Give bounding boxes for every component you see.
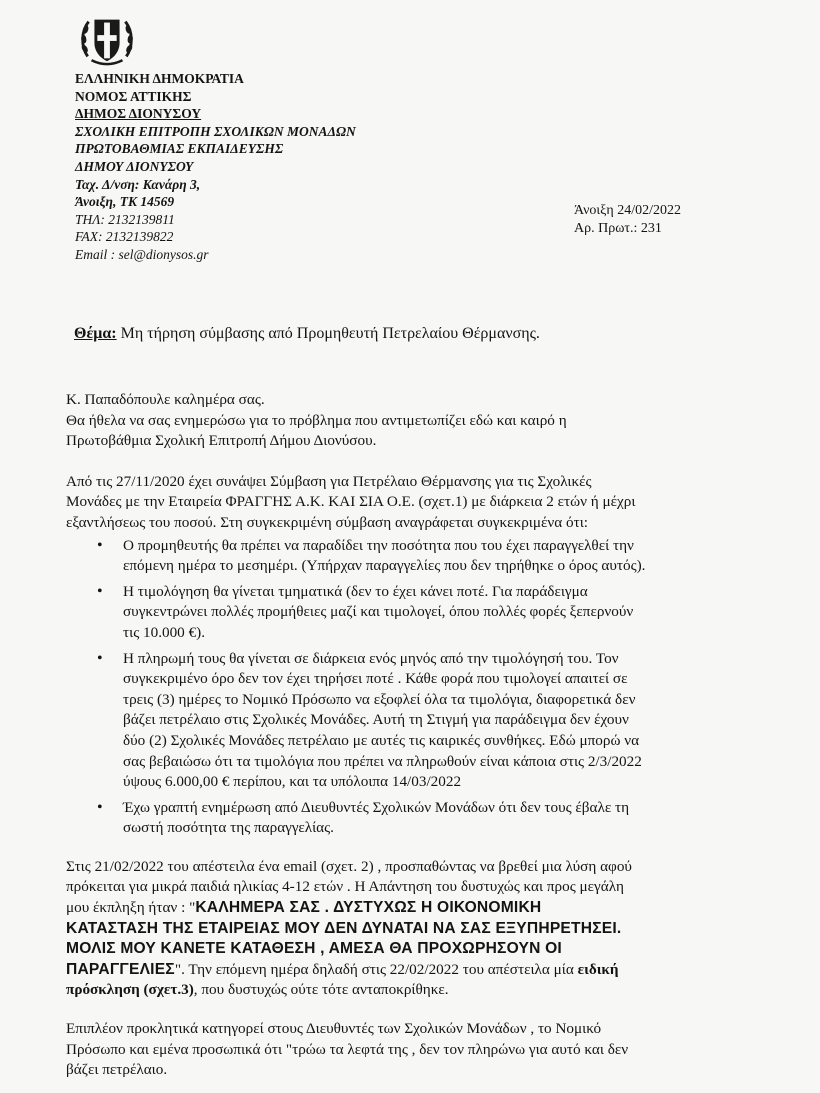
paragraph-contract [66,472,766,534]
list-item [123,536,766,577]
text-line: βάζει πετρέλαιο. [66,1061,168,1079]
subject-label: Θέμα: [74,325,117,342]
text-span: , που δυστυχώς ούτε τότε ανταποκρίθηκε. [193,981,449,999]
text-line: σωστή ποσότητα της παραγγελίας. [123,819,334,837]
subject-line [74,325,540,343]
letterhead-line-municipality: ΔΗΜΟΣ ΔΙΟΝΥΣΟΥ [75,106,202,122]
text-span: μου έκπληξη ήταν : " [66,899,196,917]
text-span: ". Την επόμενη ημέρα δηλαδή στις 22/02/2022 του απέστειλα μία [174,960,578,978]
text-line: Από τις 27/11/2020 έχει συνάψει Σύμβαση για Πετρέλαιο Θέρμανσης για τις Σχολικές [66,472,592,490]
letterhead-line-education: ΠΡΩΤΟΒΑΘΜΙΑΣ ΕΚΠΑΙΔΕΥΣΗΣ [75,141,284,157]
text-line [66,980,766,1001]
contract-terms-list [66,536,766,839]
text-line: Θα ήθελα να σας ενημερώσω για το πρόβλημα που αντιμετωπίζει εδώ και καιρό η [66,411,567,429]
text-line: Μονάδες με την Εταιρεία ΦΡΑΓΓΗΣ Α.Κ. ΚΑΙ ΣΙΑ Ο.Ε. (σχετ.1) με διάρκεια 2 ετών ή μέχρι [66,493,636,511]
paragraph-accusation [66,1019,766,1081]
text-line: Πρωτοβάθμια Σχολική Επιτροπή Δήμου Διονύσου. [66,432,377,450]
date-protocol-block [574,202,681,238]
text-line: Κ. Παπαδόπουλε καλημέρα σας. [66,391,265,408]
text-line: τις 10.000 €). [123,623,206,641]
text-line: βάζει πετρέλαιο στις Σχολικές Μονάδες. Αυτή τη Στιγμή για παράδειγμα δεν έχουν [123,711,629,729]
letterhead [75,70,356,264]
letterhead-line-republic: ΕΛΛΗΝΙΚΗ ΔΗΜΟΚΡΑΤΙΑ [75,71,244,86]
letterhead-email: Email : sel@dionysos.gr [75,246,209,262]
letterhead-fax: FAX: 2132139822 [75,229,174,245]
letterhead-address-street: Ταχ. Δ/νση: Κανάρη 3, [75,176,201,192]
text-line: επόμενη ημέρα το μεσημέρι. (Υπήρχαν παραγγελίες που δεν τηρήθηκε ο όρος αυτός). [123,557,646,575]
letter-date: Άνοιξη 24/02/2022 [574,203,682,218]
text-line: • Η τιμολόγηση θα γίνεται τμηματικά (δεν το έχει κάνει ποτέ. Για παράδειγμα [123,582,588,600]
paragraph-greeting [66,390,766,452]
text-line: Στις 21/02/2022 του απέστειλα ένα email (σχετ. 2) , προσπαθώντας να βρεθεί μια λύση αφού [66,857,632,875]
subject-text: Μη τήρηση σύμβασης από Προμηθευτή Πετρελαίου Θέρμανσης. [116,325,540,342]
list-item [123,649,766,793]
quoted-reply: ΚΑΛΗΜΕΡΑ ΣΑΣ . ΔΥΣΤΥΧΩΣ Η ΟΙΚΟΝΟΜΙΚΗ [195,899,542,917]
bold-text: ειδική [577,960,619,978]
bold-text: πρόσκληση (σχετ.3) [66,981,194,999]
text-line [66,898,766,919]
protocol-number: Αρ. Πρωτ.: 231 [574,221,662,236]
text-line [66,960,766,981]
paragraph-email [66,857,766,1001]
text-line: σας βεβαιώσω ότι τα τιμολόγια που πρέπει να πληρωθούν είναι κάποια στις 2/3/2022 [123,752,642,770]
letterhead-phone: ΤΗΛ: 2132139811 [75,211,175,227]
quoted-reply: ΜΟΛΙΣ ΜΟΥ ΚΑΝΕΤΕ ΚΑΤΑΘΕΣΗ , ΑΜΕΣΑ ΘΑ ΠΡΟΧΩΡΗΣΟΥΝ ΟΙ [66,940,562,958]
list-item [123,798,766,839]
text-line: Επιπλέον προκλητικά κατηγορεί στους Διευθυντές των Σχολικών Μονάδων , το Νομικό [66,1020,602,1038]
text-line: • Έχω γραπτή ενημέρωση από Διευθυντές Σχολικών Μονάδων ότι δεν τους έβαλε τη [123,798,630,816]
text-line: συγκεκριμένο όρο δεν τον έχει τηρήσει ποτέ . Κάθε φορά που τιμολογεί απαιτεί σε [123,670,628,688]
text-line: Πρόσωπο και εμένα προσωπικά ότι "τρώω τα λεφτά της , δεν τον πληρώνω για αυτό και δεν [66,1040,629,1058]
letter-body [66,390,766,1081]
letterhead-address-city: Άνοιξη, ΤΚ 14569 [75,194,175,210]
greek-coat-of-arms-emblem-icon [78,10,136,68]
text-line: εξαντλήσεως του ποσού. Στη συγκεκριμένη σύμβαση αναγράφεται συγκεκριμένα ότι: [66,513,589,531]
text-line: πρόκειται για μικρά παιδιά ηλικίας 4-12 ετών . Η Απάντηση του δυστυχώς και προς μεγάλη [66,878,624,896]
quoted-reply: ΚΑΤΑΣΤΑΣΗ ΤΗΣ ΕΤΑΙΡΕΙΑΣ ΜΟΥ ΔΕΝ ΔΥΝΑΤΑΙ ΝΑ ΣΑΣ ΕΞΥΠΗΡΕΤΗΣΕΙ. [66,919,622,937]
letterhead-line-prefecture: ΝΟΜΟΣ ΑΤΤΙΚΗΣ [75,88,192,104]
text-line: • Η πληρωμή τους θα γίνεται σε διάρκεια ενός μηνός από την τιμολόγησή του. Τον [123,649,619,667]
letterhead-line-municipality-gen: ΔΗΜΟΥ ΔΙΟΝΥΣΟΥ [75,158,194,174]
quoted-reply: ΠΑΡΑΓΓΕΛΙΕΣ [66,960,175,978]
text-line: συγκεντρώνει πολλές προμήθειες μαζί και τιμολογεί, όπου πολλές φορές ξεπερνούν [123,603,634,621]
text-line: • Ο προμηθευτής θα πρέπει να παραδίδει την ποσότητα που του έχει παραγγελθεί την [123,536,634,554]
letterhead-line-committee: ΣΧΟΛΙΚΗ ΕΠΙΤΡΟΠΗ ΣΧΟΛΙΚΩΝ ΜΟΝΑΔΩΝ [75,123,356,139]
text-line: δύο (2) Σχολικές Μονάδες πετρέλαιο με αυτές τις καιρικές συνθήκες. Εδώ μπορώ να [123,731,640,749]
text-line: ύψους 6.000,00 € περίπου, και τα υπόλοιπα 14/03/2022 [123,773,462,791]
list-item [123,582,766,644]
text-line: τρεις (3) ημέρες το Νομικό Πρόσωπο να εξοφλεί όλα τα τιμολόγια, διαφορετικά δεν [123,690,636,708]
